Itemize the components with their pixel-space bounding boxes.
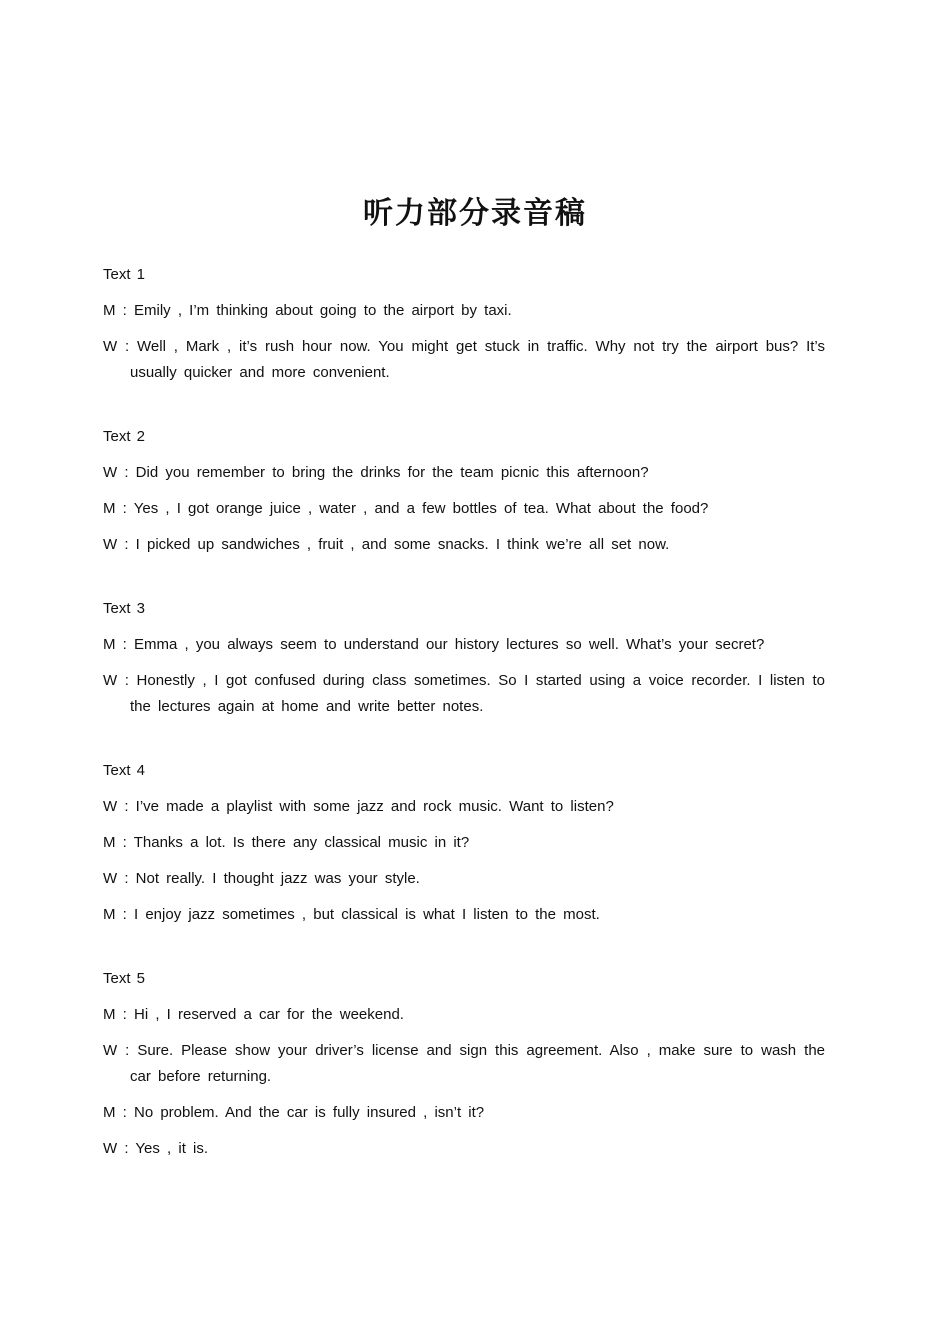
dialogue-text: Emma , you always seem to understand our history lectures so well. What’s your secret? [134, 636, 765, 653]
dialogue-text: No problem. And the car is fully insured , isn’t it? [134, 1104, 485, 1121]
speaker-label: M : [103, 1006, 134, 1023]
dialogue-line [103, 632, 825, 658]
dialogue-text: Yes , I got orange juice , water , and a few bottles of tea. What about the food? [133, 500, 709, 517]
section-heading: Text 3 [103, 600, 146, 617]
dialogue-line [103, 866, 825, 892]
dialogue-line [103, 334, 825, 386]
dialogue-text: Sure. Please show your driver’s license and sign this agreement. Also , make sure to wash the car before returning. [130, 1042, 825, 1085]
dialogue-text: Did you remember to bring the drinks for the team picnic this afternoon? [135, 464, 649, 481]
speaker-label: W : [103, 870, 136, 887]
speaker-label: W : [103, 536, 136, 553]
speaker-label: W : [103, 798, 136, 815]
section-heading: Text 4 [103, 762, 146, 779]
dialogue-line [103, 830, 825, 856]
speaker-label: W : [103, 1042, 138, 1059]
page-title: 听力部分录音稿 [363, 196, 587, 232]
section-text-4 [103, 758, 825, 928]
dialogue-text: Well , Mark , it’s rush hour now. You might get stuck in traffic. Why not try the airport bus? It’s usually quicker and more convenient. [130, 338, 825, 381]
speaker-label: W : [103, 338, 138, 355]
section-text-1 [103, 262, 825, 386]
dialogue-line [103, 496, 825, 522]
dialogue-line [103, 460, 825, 486]
dialogue-text: Not really. I thought jazz was your style. [135, 870, 420, 887]
dialogue-text: Emily , I’m thinking about going to the airport by taxi. [134, 302, 512, 319]
dialogue-text: I’ve made a playlist with some jazz and rock music. Want to listen? [135, 798, 614, 815]
speaker-label: M : [103, 636, 134, 653]
section-heading: Text 5 [103, 970, 146, 987]
section-text-5 [103, 966, 825, 1162]
dialogue-line [103, 794, 825, 820]
dialogue-line [103, 298, 825, 324]
transcript-body [103, 262, 825, 1172]
speaker-label: M : [103, 500, 134, 517]
speaker-label: M : [103, 834, 134, 851]
section-heading: Text 2 [103, 428, 146, 445]
dialogue-line [103, 1038, 825, 1090]
speaker-label: M : [103, 906, 134, 923]
speaker-label: M : [103, 302, 134, 319]
section-heading: Text 1 [103, 266, 146, 283]
dialogue-line [103, 532, 825, 558]
section-text-2 [103, 424, 825, 558]
section-text-3 [103, 596, 825, 720]
dialogue-text: Hi , I reserved a car for the weekend. [134, 1006, 404, 1023]
dialogue-text: I enjoy jazz sometimes , but classical is what I listen to the most. [134, 906, 600, 923]
dialogue-line [103, 668, 825, 720]
dialogue-line [103, 1136, 825, 1162]
dialogue-line [103, 1002, 825, 1028]
speaker-label: W : [103, 672, 137, 689]
dialogue-line [103, 1100, 825, 1126]
speaker-label: W : [103, 1140, 136, 1157]
dialogue-text: Thanks a lot. Is there any classical music in it? [133, 834, 470, 851]
speaker-label: W : [103, 464, 136, 481]
dialogue-line [103, 902, 825, 928]
dialogue-text: I picked up sandwiches , fruit , and some snacks. I think we’re all set now. [135, 536, 670, 553]
dialogue-text: Honestly , I got confused during class sometimes. So I started using a voice recorder. I listen to the lectures again at home and write better notes. [130, 672, 825, 715]
speaker-label: M : [103, 1104, 134, 1121]
dialogue-text: Yes , it is. [135, 1140, 209, 1157]
